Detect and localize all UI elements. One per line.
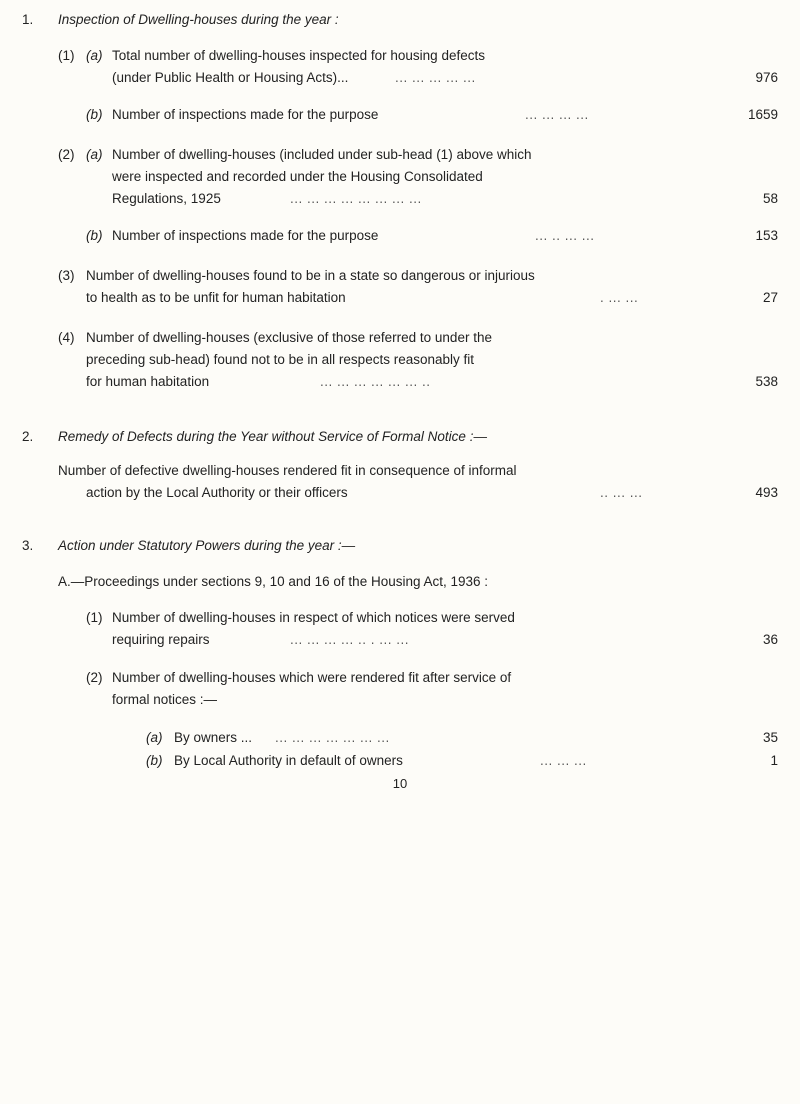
section-2-line2: action by the Local Authority or their officers <box>86 485 348 500</box>
leader-dots: ... ... ... ... ... ... ... <box>275 730 390 745</box>
section-2-line1: Number of defective dwelling-houses rendered fit in consequence of informal <box>58 463 517 478</box>
leader-dots: ... ... ... ... ... ... ... ... <box>290 191 422 206</box>
item-3-2a-label: (a) <box>146 730 163 745</box>
item-3-1-label: (1) <box>86 610 103 625</box>
item-2a-line2: were inspected and recorded under the Housing Consolidated <box>112 169 483 184</box>
section-3-number: 3. <box>22 538 34 553</box>
section-2-value: 493 <box>755 485 778 500</box>
section-2-title: Remedy of Defects during the Year without Service of Formal Notice :— <box>58 429 487 444</box>
item-3-line2: to health as to be unfit for human habitation <box>86 290 346 305</box>
leader-dots: ... ... ... ... <box>525 107 589 122</box>
section-3-title: Action under Statutory Powers during the year :— <box>58 538 356 553</box>
item-3-2-line2: formal notices :— <box>112 692 218 707</box>
item-3-label: (3) <box>58 268 75 283</box>
item-4-label: (4) <box>58 330 75 345</box>
item-2a-label: (a) <box>86 147 103 162</box>
item-1-label: (1) <box>58 48 75 63</box>
item-3-1-line1: Number of dwelling-houses in respect of which notices were served <box>112 610 515 625</box>
item-4-line3: for human habitation <box>86 374 210 389</box>
leader-dots: ... .. ... ... <box>535 228 595 243</box>
item-2a-value: 58 <box>762 191 778 206</box>
item-2a-line3: Regulations, 1925 <box>112 191 221 206</box>
item-3-value: 27 <box>762 290 778 305</box>
leader-dots: ... ... ... <box>540 753 587 768</box>
item-1b-line1: Number of inspections made for the purpose <box>112 107 379 122</box>
leader-dots: ... ... ... ... ... <box>395 70 476 85</box>
item-2b-label: (b) <box>86 228 103 243</box>
item-3-1-line2: requiring repairs <box>112 632 210 647</box>
item-1a-line2: (under Public Health or Housing Acts)... <box>112 70 349 85</box>
item-1a-line1: Total number of dwelling-houses inspected for housing defects <box>112 48 485 63</box>
item-3-2b-label: (b) <box>146 753 163 768</box>
item-3-2-line1: Number of dwelling-houses which were rendered fit after service of <box>112 670 512 685</box>
item-3-2b-value: 1 <box>770 753 778 768</box>
item-1b-value: 1659 <box>747 107 778 122</box>
item-3-line1: Number of dwelling-houses found to be in a state so dangerous or injurious <box>86 268 535 283</box>
item-2-label: (2) <box>58 147 75 162</box>
page-number: 10 <box>392 776 408 791</box>
item-3-2a-text: By owners ... <box>174 730 253 745</box>
leader-dots: .. ... ... <box>600 485 643 500</box>
item-4-line2: preceding sub-head) found not to be in all respects reasonably fit <box>86 352 474 367</box>
leader-dots: . ... ... <box>600 290 639 305</box>
item-2a-line1: Number of dwelling-houses (included under sub-head (1) above which <box>112 147 532 162</box>
leader-dots: ... ... ... ... .. . ... ... <box>290 632 410 647</box>
item-2b-value: 153 <box>755 228 778 243</box>
section-1-number: 1. <box>22 12 34 27</box>
item-3-2-label: (2) <box>86 670 103 685</box>
section-1-title: Inspection of Dwelling-houses during the year : <box>58 12 339 27</box>
section-3-subheading-a: A.—Proceedings under sections 9, 10 and 16 of the Housing Act, 1936 : <box>58 574 489 589</box>
leader-dots: ... ... ... ... ... ... .. <box>320 374 431 389</box>
item-4-line1: Number of dwelling-houses (exclusive of those referred to under the <box>86 330 492 345</box>
item-2b-line1: Number of inspections made for the purpose <box>112 228 379 243</box>
item-3-1-value: 36 <box>762 632 778 647</box>
item-1a-label: (a) <box>86 48 103 63</box>
item-1b-label: (b) <box>86 107 103 122</box>
item-3-2b-text: By Local Authority in default of owners <box>174 753 403 768</box>
item-4-value: 538 <box>755 374 778 389</box>
item-3-2a-value: 35 <box>762 730 778 745</box>
section-2-number: 2. <box>22 429 34 444</box>
item-1a-value: 976 <box>755 70 778 85</box>
